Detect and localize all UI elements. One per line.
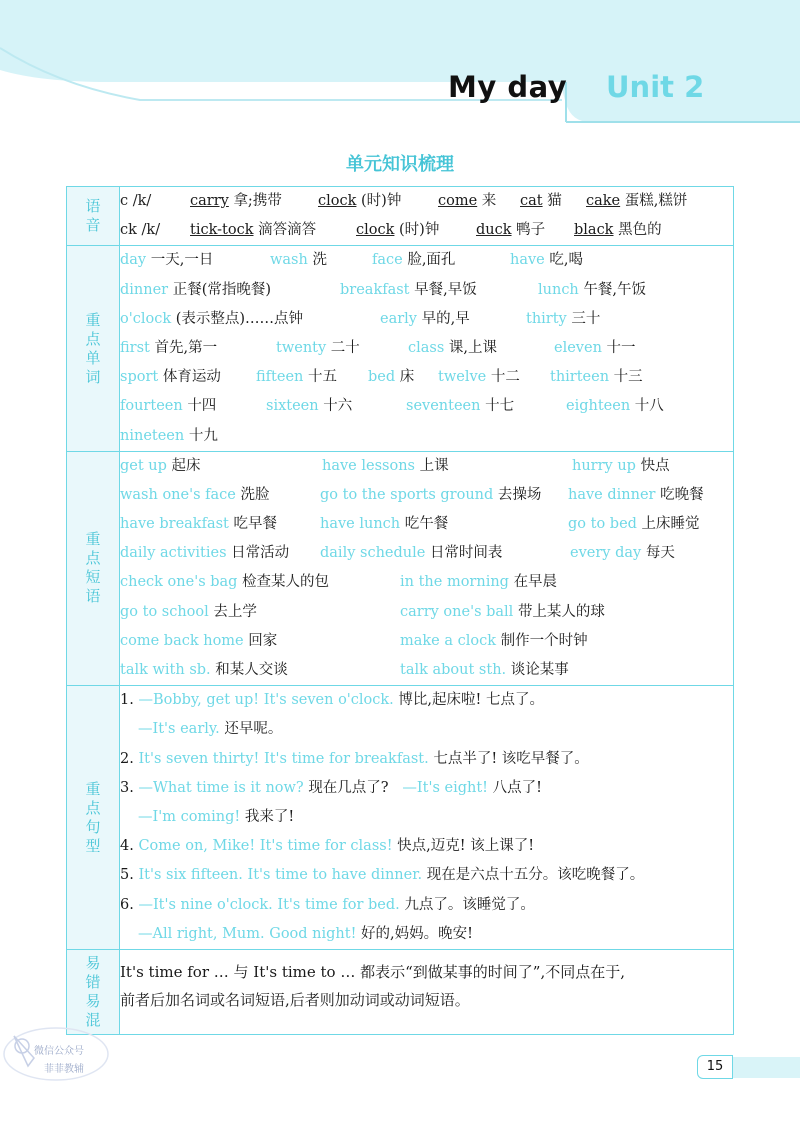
word-item bbox=[120, 276, 271, 305]
phrase-en: every day bbox=[570, 545, 642, 562]
word-item bbox=[120, 305, 303, 334]
word-en: tick-tock bbox=[190, 222, 254, 239]
sentence-number: 1. bbox=[120, 692, 134, 709]
word-cn: 蛋糕,糕饼 bbox=[624, 193, 688, 209]
sentence-cn: 现在几点了? bbox=[308, 779, 389, 796]
word-en: early bbox=[380, 310, 417, 327]
row-label bbox=[67, 451, 120, 686]
word-en: cake bbox=[586, 193, 621, 209]
sound-label: c /k/ bbox=[120, 193, 152, 209]
section-heading: 单元知识梳理 bbox=[346, 154, 454, 175]
word-cn: 十一 bbox=[606, 339, 636, 356]
phonics-line bbox=[120, 187, 733, 216]
word-cn: (表示整点)……点钟 bbox=[175, 310, 304, 327]
row-body bbox=[120, 187, 734, 246]
phrase-cn: 上课 bbox=[419, 457, 449, 474]
word-line bbox=[120, 363, 733, 392]
phrase-en: get up bbox=[120, 457, 167, 474]
word-en: fourteen bbox=[120, 398, 183, 415]
phrase-line bbox=[120, 568, 733, 597]
phrase-item bbox=[322, 452, 449, 481]
sentence-number: 2. bbox=[120, 750, 134, 767]
row-label-text: 易错易混 bbox=[85, 953, 101, 1029]
phrase-item bbox=[568, 510, 700, 539]
word-item bbox=[256, 363, 337, 392]
word-en: duck bbox=[476, 222, 512, 239]
sentence-cn: 现在是六点十五分。该吃晚餐了。 bbox=[426, 867, 645, 884]
word-en: breakfast bbox=[340, 281, 410, 298]
word-cn: 三十 bbox=[571, 310, 601, 327]
sentence-line bbox=[120, 861, 733, 890]
phrase-item bbox=[400, 627, 588, 656]
phrase-en: in the morning bbox=[400, 574, 509, 591]
page-title: My day bbox=[448, 70, 568, 104]
phrase-en: check one's bag bbox=[120, 574, 238, 591]
phonics-word bbox=[438, 187, 496, 216]
word-cn: 课,上课 bbox=[448, 339, 498, 356]
word-cn: 早餐,早饭 bbox=[414, 281, 477, 298]
phrase-item bbox=[572, 452, 670, 481]
word-cn: 十二 bbox=[490, 369, 520, 386]
phrase-cn: 日常时间表 bbox=[429, 545, 503, 562]
word-en: o'clock bbox=[120, 310, 172, 327]
phonics-word bbox=[356, 216, 439, 245]
word-cn: 十四 bbox=[187, 398, 217, 415]
sentence-en: —Bobby, get up! It's seven o'clock. bbox=[138, 692, 394, 709]
phrase-en: daily schedule bbox=[320, 545, 426, 562]
word-item bbox=[368, 363, 414, 392]
word-item bbox=[554, 334, 636, 363]
word-cn: (时)钟 bbox=[399, 222, 440, 239]
word-cn: 黑色的 bbox=[618, 222, 662, 239]
word-en: twenty bbox=[276, 339, 327, 356]
word-en: black bbox=[574, 222, 614, 239]
phrase-cn: 吃晚餐 bbox=[660, 486, 704, 503]
word-cn: 床 bbox=[399, 369, 415, 386]
phrase-en: go to bed bbox=[568, 516, 637, 533]
word-cn: 早的,早 bbox=[421, 310, 470, 327]
phrase-item bbox=[570, 539, 675, 568]
word-en: eleven bbox=[554, 339, 602, 356]
word-en: wash bbox=[270, 252, 308, 269]
word-cn: 正餐(常指晚餐) bbox=[172, 281, 272, 298]
phonics-word bbox=[476, 216, 545, 245]
watermark-text: 微信公众号 bbox=[34, 1046, 84, 1057]
sentence-line bbox=[120, 803, 733, 832]
phrase-line bbox=[120, 452, 733, 481]
sentence-cn: 好的,妈妈。晚安! bbox=[361, 925, 473, 942]
sentence-number: 4. bbox=[120, 838, 134, 855]
phrase-item bbox=[400, 598, 605, 627]
word-cn: 洗 bbox=[312, 252, 327, 269]
watermark-text: 菲菲教辅 bbox=[44, 1064, 84, 1075]
phrase-item bbox=[400, 568, 557, 597]
phrase-cn: 吃早餐 bbox=[233, 516, 277, 533]
phrase-en: daily activities bbox=[120, 545, 227, 562]
phrase-item bbox=[400, 656, 569, 685]
knowledge-table bbox=[66, 186, 734, 1035]
sentence-en: —It's early. bbox=[138, 721, 220, 738]
word-en: bed bbox=[368, 369, 396, 386]
word-en: thirty bbox=[526, 310, 567, 327]
phonics-word bbox=[520, 187, 562, 216]
word-line bbox=[120, 246, 733, 275]
word-item bbox=[120, 246, 213, 275]
phrase-en: talk with sb. bbox=[120, 662, 211, 678]
phrase-item bbox=[320, 539, 502, 568]
sentence-line bbox=[120, 686, 733, 715]
tip-line: 前者后加名词或名词短语,后者则加动词或动词短语。 bbox=[120, 990, 470, 1009]
sentence-line bbox=[120, 774, 733, 803]
phrase-cn: 上床睡觉 bbox=[641, 516, 700, 533]
word-item bbox=[120, 363, 221, 392]
sentence-en: It's seven thirty! It's time for breakfast. bbox=[138, 750, 429, 767]
phrase-item bbox=[320, 510, 448, 539]
word-item bbox=[550, 363, 643, 392]
phonics-word bbox=[318, 187, 401, 216]
word-en: lunch bbox=[538, 281, 579, 298]
word-en: sport bbox=[120, 369, 159, 386]
phrase-en: talk about sth. bbox=[400, 662, 507, 678]
sentence-number: 5. bbox=[120, 867, 134, 884]
sentence-en: —What time is it now? bbox=[138, 779, 304, 796]
phrase-item bbox=[120, 598, 257, 627]
row-label bbox=[67, 686, 120, 950]
phrase-item bbox=[568, 481, 704, 510]
row-label-text: 语音 bbox=[85, 197, 101, 235]
word-cn: 滴答滴答 bbox=[258, 222, 317, 239]
sentence-number: 6. bbox=[120, 896, 134, 913]
word-en: eighteen bbox=[566, 398, 631, 415]
sentence-en: Come on, Mike! It's time for class! bbox=[138, 838, 393, 855]
phrase-en: go to the sports ground bbox=[320, 486, 494, 503]
sentence-cn: 八点了! bbox=[492, 779, 542, 796]
phrase-item bbox=[120, 656, 288, 685]
phrase-line bbox=[120, 627, 733, 656]
phrase-en: go to school bbox=[120, 603, 209, 620]
phrase-en: have lessons bbox=[322, 457, 415, 474]
word-cn: 十八 bbox=[634, 398, 664, 415]
word-en: come bbox=[438, 193, 478, 209]
word-cn: 吃,喝 bbox=[549, 252, 583, 269]
sentence-en: —All right, Mum. Good night! bbox=[138, 925, 357, 942]
row-label bbox=[67, 187, 120, 246]
word-en: first bbox=[120, 339, 150, 356]
phrase-line bbox=[120, 481, 733, 510]
word-cn: 十六 bbox=[323, 398, 353, 415]
table-row-phonics bbox=[67, 187, 734, 246]
phrase-cn: 吃午餐 bbox=[404, 516, 449, 533]
sentence-line bbox=[120, 832, 733, 861]
word-cn: 体育运动 bbox=[162, 369, 221, 386]
table-row-sentences bbox=[67, 686, 734, 950]
phrase-cn: 日常活动 bbox=[231, 545, 290, 562]
word-cn: 鸭子 bbox=[516, 222, 546, 239]
phonics-word bbox=[586, 187, 687, 216]
sentence-cn: 还早呢。 bbox=[224, 721, 283, 738]
word-cn: 十三 bbox=[613, 369, 643, 386]
word-en: class bbox=[408, 339, 445, 356]
word-cn: 十七 bbox=[485, 398, 515, 415]
phrase-item bbox=[120, 627, 277, 656]
word-en: have bbox=[510, 252, 545, 269]
word-en: sixteen bbox=[266, 398, 319, 415]
phrase-cn: 每天 bbox=[645, 545, 675, 562]
phrase-en: have dinner bbox=[568, 486, 656, 503]
word-item bbox=[566, 392, 664, 421]
word-cn: 拿;携带 bbox=[233, 193, 282, 209]
phonics-word bbox=[574, 216, 662, 245]
row-label-text: 重点单词 bbox=[85, 310, 101, 386]
sentence-line bbox=[120, 715, 733, 744]
word-item bbox=[510, 246, 583, 275]
phrase-cn: 快点 bbox=[640, 457, 670, 474]
row-body bbox=[120, 686, 734, 950]
phrase-en: hurry up bbox=[572, 457, 636, 474]
word-line bbox=[120, 392, 733, 421]
word-item bbox=[408, 334, 497, 363]
word-en: fifteen bbox=[256, 369, 304, 386]
phrase-en: make a clock bbox=[400, 632, 497, 649]
sound-label: ck /k/ bbox=[120, 222, 161, 239]
phrase-item bbox=[120, 452, 201, 481]
phrase-cn: 洗脸 bbox=[240, 486, 270, 503]
word-en: day bbox=[120, 252, 147, 269]
table-row-phrases bbox=[67, 451, 734, 686]
sentence-cn: 九点了。该睡觉了。 bbox=[404, 896, 535, 913]
word-en: nineteen bbox=[120, 427, 185, 444]
word-cn: (时)钟 bbox=[361, 193, 402, 209]
header-band bbox=[0, 0, 800, 130]
row-body bbox=[120, 451, 734, 686]
phrase-cn: 带上某人的球 bbox=[517, 603, 605, 620]
sentence-number: 3. bbox=[120, 779, 134, 796]
word-cn: 脸,面孔 bbox=[407, 252, 456, 269]
word-line bbox=[120, 276, 733, 305]
phrase-en: carry one's ball bbox=[400, 603, 514, 620]
phrase-item bbox=[120, 568, 329, 597]
word-item bbox=[526, 305, 600, 334]
row-body bbox=[120, 949, 734, 1034]
word-item bbox=[406, 392, 514, 421]
word-cn: 二十 bbox=[330, 339, 360, 356]
word-cn: 十九 bbox=[188, 427, 218, 444]
sentence-en: —I'm coming! bbox=[138, 808, 241, 825]
sentence-cn: 七点半了! 该吃早餐了。 bbox=[433, 750, 589, 767]
word-line bbox=[120, 305, 733, 334]
phrase-item bbox=[120, 481, 269, 510]
phrase-line bbox=[120, 539, 733, 568]
sentence-line bbox=[120, 920, 733, 949]
word-cn: 来 bbox=[481, 193, 497, 209]
word-item bbox=[438, 363, 520, 392]
phrase-en: come back home bbox=[120, 632, 244, 649]
sentence-en: —It's nine o'clock. It's time for bed. bbox=[138, 896, 400, 913]
phrase-cn: 检查某人的包 bbox=[242, 574, 330, 591]
page-number: 15 bbox=[697, 1055, 733, 1079]
word-en: thirteen bbox=[550, 369, 610, 386]
phrase-item bbox=[320, 481, 541, 510]
phrase-cn: 制作一个时钟 bbox=[500, 632, 588, 649]
word-en: cat bbox=[520, 193, 543, 209]
word-en: carry bbox=[190, 193, 229, 209]
phrase-cn: 去上学 bbox=[213, 603, 257, 620]
phrase-line bbox=[120, 510, 733, 539]
phrase-cn: 谈论某事 bbox=[510, 662, 569, 678]
phrase-en: wash one's face bbox=[120, 486, 236, 503]
unit-label: Unit 2 bbox=[606, 70, 705, 104]
word-en: clock bbox=[318, 193, 357, 209]
sentence-line bbox=[120, 891, 733, 920]
sentence-cn: 我来了! bbox=[244, 808, 295, 825]
word-en: twelve bbox=[438, 369, 487, 386]
tip-line: It's time for … 与 It's time to … 都表示“到做某事的时间了”,不同点在于, bbox=[120, 962, 625, 981]
phrase-cn: 回家 bbox=[248, 632, 278, 649]
row-body bbox=[120, 246, 734, 451]
phrase-cn: 和某人交谈 bbox=[215, 662, 288, 678]
phrase-line bbox=[120, 656, 733, 685]
word-item bbox=[538, 276, 646, 305]
phrase-cn: 去操场 bbox=[497, 486, 542, 503]
row-label-text: 重点短语 bbox=[85, 530, 101, 606]
word-en: face bbox=[372, 252, 403, 269]
page-number-bar bbox=[731, 1057, 800, 1078]
word-en: clock bbox=[356, 222, 395, 239]
row-label-text: 重点句型 bbox=[85, 779, 101, 855]
word-item bbox=[380, 305, 470, 334]
phrase-cn: 在早晨 bbox=[513, 574, 558, 591]
word-item bbox=[340, 276, 477, 305]
sentence-cn: 博比,起床啦! 七点了。 bbox=[398, 692, 544, 709]
word-item bbox=[120, 422, 218, 451]
phrase-line bbox=[120, 598, 733, 627]
phonics-word bbox=[190, 216, 316, 245]
sentence-en: It's six fifteen. It's time to have dinner. bbox=[138, 867, 423, 884]
sentence-line bbox=[120, 745, 733, 774]
phrase-cn: 起床 bbox=[171, 457, 201, 474]
sentence-en: —It's eight! bbox=[402, 779, 489, 796]
word-item bbox=[120, 334, 217, 363]
word-item bbox=[270, 246, 327, 275]
word-cn: 首先,第一 bbox=[154, 339, 218, 356]
word-en: dinner bbox=[120, 281, 169, 298]
row-label bbox=[67, 246, 120, 451]
word-cn: 午餐,午饭 bbox=[583, 281, 646, 298]
phrase-item bbox=[120, 539, 289, 568]
word-item bbox=[266, 392, 352, 421]
word-item bbox=[120, 392, 216, 421]
sentence-cn: 快点,迈克! 该上课了! bbox=[397, 838, 535, 855]
phrase-en: have breakfast bbox=[120, 516, 229, 533]
phonics-line bbox=[120, 216, 733, 245]
word-en: seventeen bbox=[406, 398, 481, 415]
word-cn: 十五 bbox=[307, 369, 337, 386]
word-line bbox=[120, 422, 733, 451]
phonics-word bbox=[190, 187, 282, 216]
word-cn: 猫 bbox=[547, 193, 562, 209]
word-item bbox=[276, 334, 360, 363]
word-item bbox=[372, 246, 455, 275]
phrase-item bbox=[120, 510, 277, 539]
word-line bbox=[120, 334, 733, 363]
table-row-words bbox=[67, 246, 734, 451]
table-row-tips bbox=[67, 949, 734, 1034]
word-cn: 一天,一日 bbox=[150, 252, 214, 269]
phrase-en: have lunch bbox=[320, 516, 401, 533]
